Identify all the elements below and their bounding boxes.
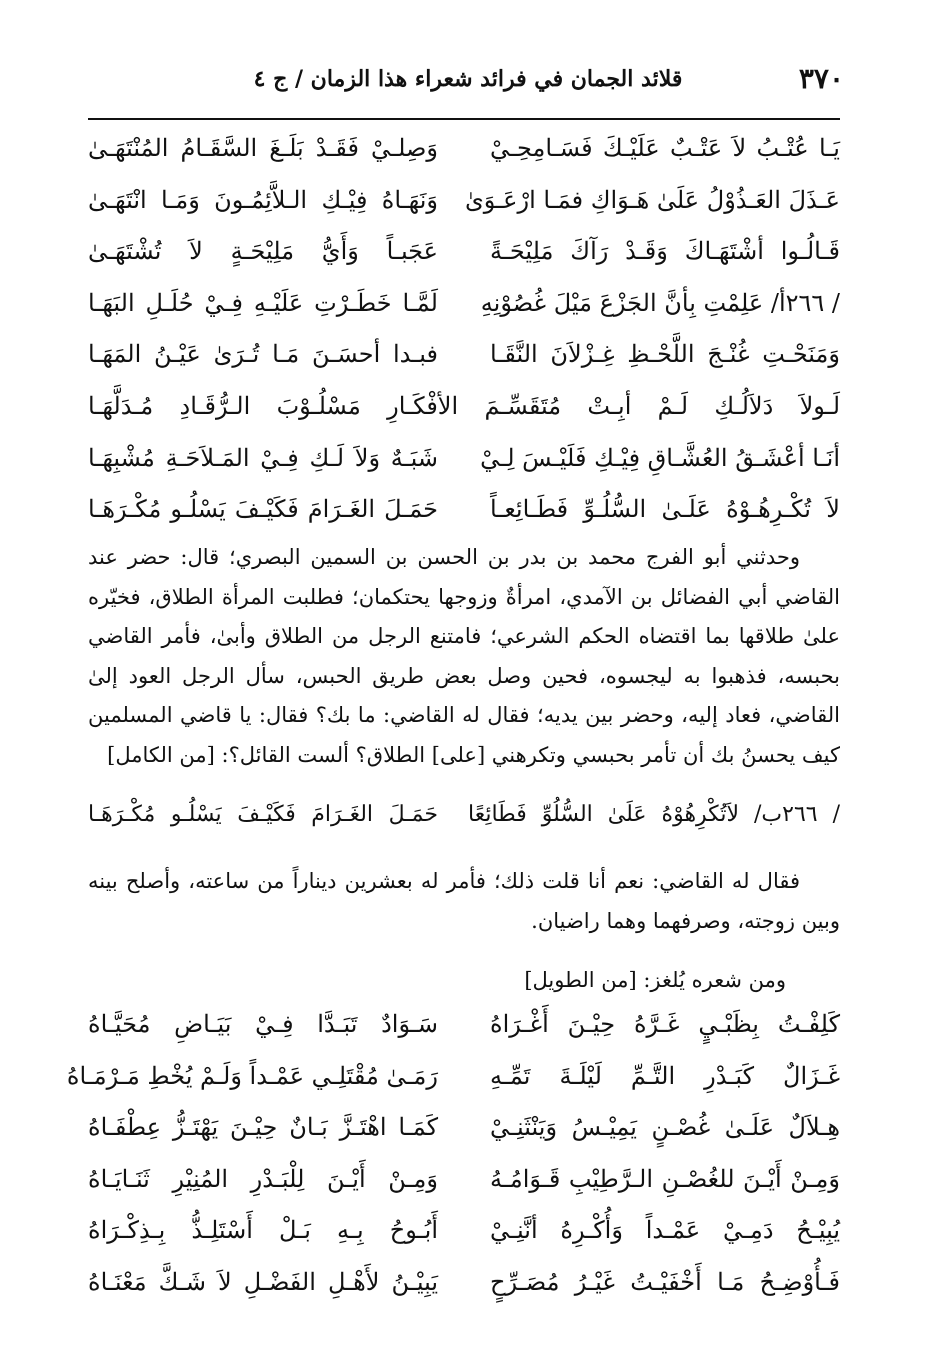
narrative-paragraph: [88, 538, 840, 775]
first-hemistich: هِـلاَلٌ عَلَـىٰ غُصْـنٍ يَمِيْـسُ وَيَنْثَنِـيْ: [490, 1113, 840, 1142]
second-hemistich: حَمَـلَ الغَـرَامَ فَكَيْـفَ يَسْلُـو مُكْـرَهَـا: [88, 802, 438, 827]
second-hemistich: كَمَـا اهْتَـزَّ بَـانٌ حِيْـنَ يَهْتَـزُّ عِطْفَـاهُ: [88, 1113, 438, 1142]
poem-kamil: [88, 128, 840, 541]
riddle-intro: ومن شعره يُلغز: [من الطويل]: [524, 968, 786, 992]
continuous-verse: لَـولاَ دَلاَلُـكِ لَـمْ أبِـتْ مُتَقَسِّـمَ الأفْكَـارِ مَسْلُـوْبَ الـرُّقَـادِ مُـدَلَّهَـا: [88, 391, 840, 420]
verse-line: [88, 1107, 840, 1159]
quoted-verse: [88, 796, 840, 842]
verse-line: [88, 489, 840, 541]
second-hemistich: فبـدا أحسَـنَ مَـا تُـرَىٰ عَيْـنُ المَهَـا: [88, 340, 438, 369]
second-hemistich: رَمَـىٰ مُقْتَلِـي عَمْـداً وَلَـمْ يُخْطِ مَـرْمَـاهُ: [66, 1061, 438, 1090]
verse-line-continuous: [88, 386, 840, 438]
second-hemistich: وَصِلـيْ فَقَـدْ بَلَـغَ السَّقَـامُ المُنْتَهَـىٰ: [88, 134, 438, 162]
verse-line: [88, 1262, 840, 1314]
running-title: قلائد الجمان في فرائد شعراء هذا الزمان / ج ٤: [253, 66, 683, 92]
first-hemistich: كَلِفْـتُ بِظَبْـيٍ غَـرَّهُ حِيْـنَ أَغْـرَاهُ: [490, 1010, 840, 1038]
narrative-text: وحدثني أبو الفرج محمد بن بدر بن الحسن بن السمين البصري؛ قال: حضر عند القاضي أبي الفضائل بن الآمدي، امرأةٌ وزوجها يحتكمان؛ فطلبت المرأة الطلاق، فخيّره علىٰ طلاقها بما اقتضاه الحكم الشرعي؛ فامتنع الرجل من الطلاق وأبىٰ، فأمر القاضي بحبسه، فذهبوا به ليجسوه، فحين وصل بعض طريق الحبس، سأل الرجل العود إلىٰ القاضي، فعاد إليه، وحضر بين يديه؛ فقال له القاضي: ما بك؟ فقال: يا قاضي المسلمين كيف يحسنُ بك أن تأمر بحبسي وتكرهني [على] الطلاق؟ ألست القائل؟: [من الكامل]: [88, 545, 840, 767]
verse-line: [88, 180, 840, 232]
closing-paragraph: [88, 862, 840, 941]
verse-line: [88, 1004, 840, 1056]
poem-tawil: [66, 1004, 840, 1314]
second-hemistich: وَنَهَـاهُ فِيْـكِ الـلاَّئِمُـونَ وَمَـا انْتَهَـىٰ: [88, 185, 438, 214]
second-hemistich: حَمَـلَ الغَـرَامَ فَكَيْـفَ يَسْلُـو مُكْـرَهَـا: [88, 495, 438, 524]
second-hemistich: سَـوَادٌ تَبَـدَّا فِـيْ بَيَـاضِ مُحَيَّـاهُ: [88, 1010, 438, 1038]
second-hemistich: شَبَـهٌ وَلاَ لَـكِ فِـيْ المَـلاَحَـةِ مُشْبِهَـا: [88, 443, 438, 472]
verse-line: [88, 128, 840, 180]
verse-line: [88, 334, 840, 386]
first-hemistich: يَـا عُتْـبُ لاَ عَتْـبٌ عَلَيْـكَ فَسَـامِحِـيْ: [490, 134, 840, 162]
second-hemistich: لَمَّـا خَطَـرْتِ عَلَيْـهِ فِـيْ حُلَـلِ البَهَـا: [88, 288, 438, 317]
second-hemistich: وَمِـنْ أَيْـنَ لِلْبَـدْرِ المُنِيْرِ ثَنَـايَـاهُ: [88, 1164, 438, 1193]
first-hemistich: فَـأُوْضِـحُ مَـا أَخْفَيْـتُ غَيْـرُ مُصَـرِّحٍ: [490, 1267, 840, 1296]
first-hemistich: لاَ تُكْـرِهُـوْهُ عَلَـىٰ السُّلُـوِّ فَطَـائِعـاً: [490, 495, 840, 524]
first-hemistich: / ٢٦٦أ/ عَلِمْتِ بِأنَّ الجَزْعَ مَيْلَ غُصُوْنِهِ: [480, 288, 840, 317]
closing-text: فقال له القاضي: نعم أنا قلت ذلك؛ فأمر له بعشرين ديناراً من ساعته، وأصلح بينه وبين زوجته، وصرفهما وهما راضيان.: [88, 869, 840, 933]
second-hemistich: أَبُـوحُ بِـهِ بَـلْ أَسْتَلِـذُّ بِـذِكْـرَاهُ: [88, 1216, 438, 1245]
first-hemistich: غَـزَالٌ كَبَـدْرِ التَّـمِّ لَيْلَـةَ تَمِّـهِ: [490, 1061, 840, 1090]
verse-line: [88, 1210, 840, 1262]
verse-line: [88, 231, 840, 283]
first-hemistich: يُبِيْـحُ دَمِـيْ عَمْـداً وَأُكْـرِهُ أنَّنِـيْ: [490, 1216, 840, 1245]
header-rule: [88, 118, 840, 120]
first-hemistich: وَمَنَحْـتِ غُنْـجَ اللَّحْـظِ غِـزْلاَنَ النَّقَـا: [490, 340, 840, 369]
page-number: ٣٧٠: [798, 62, 844, 95]
second-hemistich: عَجَبـاً وَأَيُّ مَلِيْحَـةٍ لاَ تُشْتَهَـىٰ: [88, 237, 438, 266]
verse-line: [88, 283, 840, 335]
verse-line: [66, 1056, 840, 1108]
first-hemistich: أنَـا أعْشَـقُ العُشَّـاقِ فِيْـكِ فَلَيْـسَ لِـيْ: [480, 443, 840, 472]
first-hemistich: قَـالُـوا أشْتَهَـاكَ وَقَـدْ رَآكَ مَلِيْحَـةً: [490, 237, 840, 266]
second-hemistich: يَبِيْـنُ لأَهْـلِ الفَضْـلِ لاَ شَـكَّ مَعْنَـاهُ: [88, 1267, 438, 1296]
first-hemistich: وَمِـنْ أَيْـنَ للغُصْـنِ الـرَّطِيْبِ قَـوَامُـهُ: [490, 1164, 840, 1193]
verse-line: [88, 438, 840, 490]
verse-line: [88, 1159, 840, 1211]
first-hemistich: عَـذَلَ العَـذُوْلُ عَلَىٰ هَـوَاكِ فمَـا ارْعَـوَىٰ: [464, 185, 840, 214]
first-hemistich: / ٢٦٦ب/ لاَتُكْرِهُوْهُ عَلَىٰ السُّلُوِّ فَطَائِعًا: [468, 802, 841, 827]
